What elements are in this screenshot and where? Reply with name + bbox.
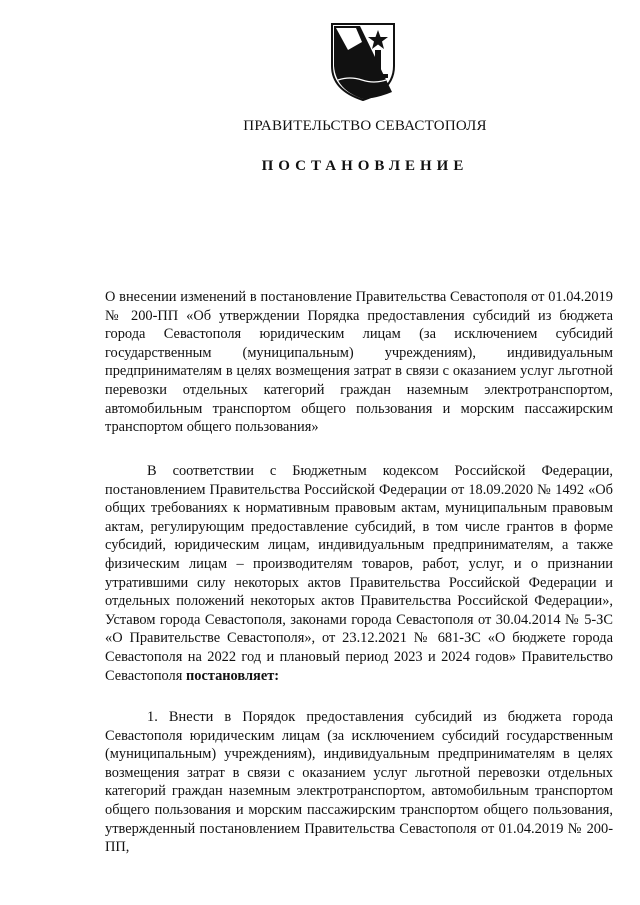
document-type-title: ПОСТАНОВЛЕНИЕ (261, 158, 469, 174)
government-name: ПРАВИТЕЛЬСТВО СЕВАСТОПОЛЯ (243, 118, 487, 134)
item-1-paragraph: 1. Внести в Порядок предоставления субсидий из бюджета города Севастополя юридическим лицам (за исключением субсидий государственным (муниципальным) учреждениям), индивидуальным предпринимателям в целях возмещения затрат в связи с оказанием услуг льготной перевозки отдельных категорий граждан наземным электротранспортом, автомобильным транспортом общего пользования и морским пассажирским транспортом общего пользования, утвержденный постановлением Правительства Севастополя от 01.04.2019 № 200-ПП, (105, 709, 613, 856)
document-subject: О внесении изменений в постановление Правительства Севастополя от 01.04.2019 № 200-ПП «Об утверждении Порядка предоставления субсидий из бюджета города Севастополя юридическим лицам (за исключением субсидий государственным (муниципальным) учреждениям), индивидуальным предпринимателям в целях возмещения затрат в связи с оказанием услуг льготной перевозки отдельных категорий граждан наземным электротранспортом, автомобильным транспортом общего пользования и морским пассажирским транспортом общего пользования» (105, 289, 613, 436)
legal-basis-paragraph (105, 462, 613, 685)
sevastopol-coat-of-arms-icon (328, 20, 398, 102)
resolves-word: постановляет: (185, 667, 280, 684)
legal-basis-text: В соответствии с Бюджетным кодексом Российской Федерации, постановлением Правительства Российской Федерации от 18.09.2020 № 1492 «Об общих требованиях к нормативным правовым актам, муниципальным правовым актам, регулирующим предоставление субсидий, в том числе грантов в форме субсидий, юридическим лицам, индивидуальным предпринимателям, а также физическим лицам – производителям товаров, работ, услуг, и о признании утратившими силу некоторых актов Правительства Российской Федерации и отдельных положений некоторых актов Правительства Российской Федерации», Уставом города Севастополя, законами города Севастополя от 30.04.2014 № 5-ЗС «О Правительстве Севастополя», от 23.12.2021 № 681-ЗС «О бюджете города Севастополя на 2022 год и плановый период 2023 и 2024 годов» Правительство Севастополя (105, 463, 613, 684)
